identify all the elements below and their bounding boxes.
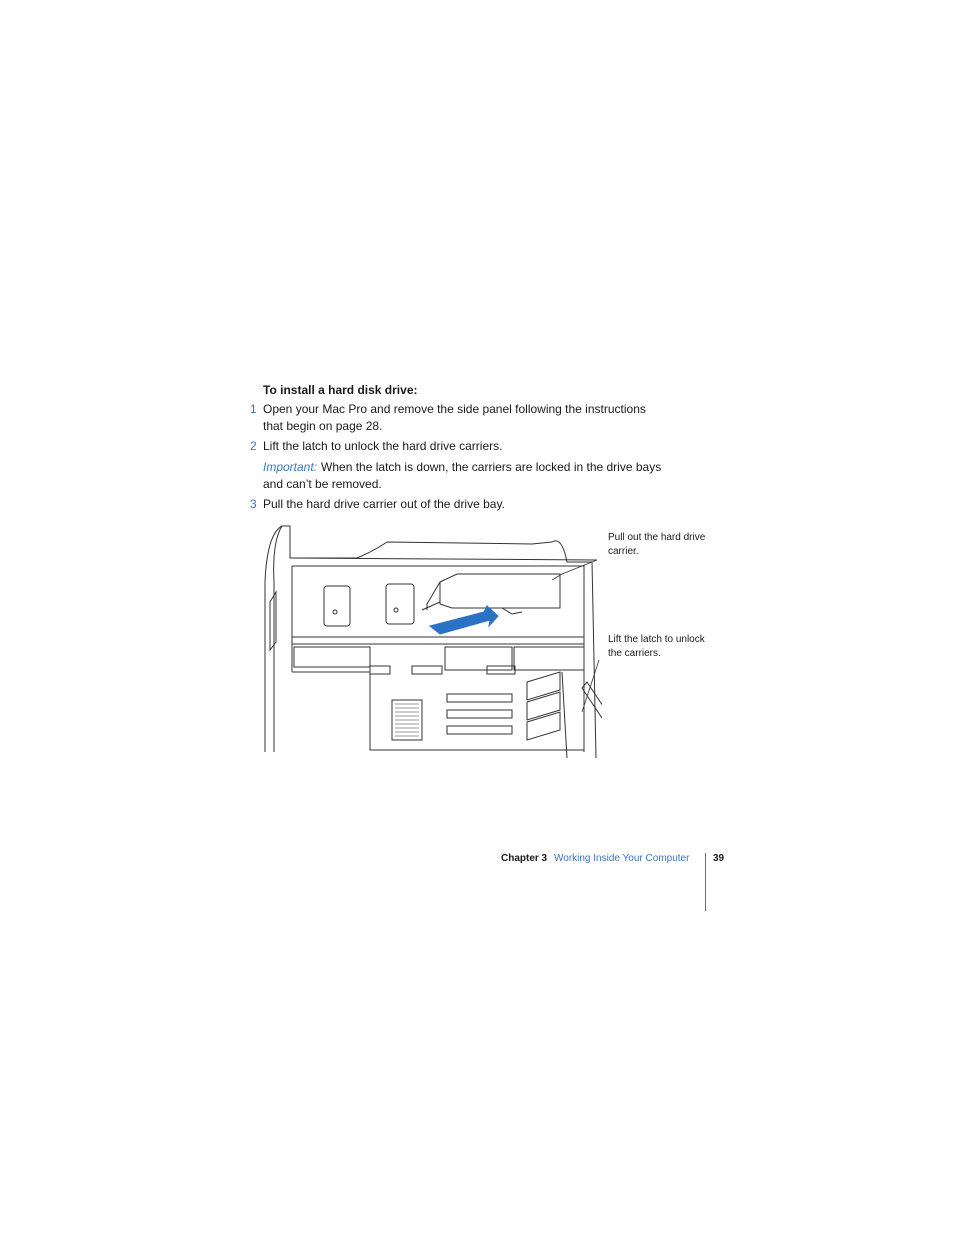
- step-number: 1: [250, 402, 257, 416]
- callout-lift-latch: Lift the latch to unlock the carriers.: [608, 634, 705, 659]
- step-text: Pull the hard drive carrier out of the drive bay.: [263, 497, 505, 511]
- important-note: [263, 459, 663, 493]
- step-text: Open your Mac Pro and remove the side panel following the instructions that begin on page 28.: [263, 402, 646, 433]
- section-heading: To install a hard disk drive:: [263, 383, 418, 397]
- footer-chapter-label: Chapter 3: [501, 853, 548, 864]
- step-number: 2: [250, 439, 257, 453]
- callout-pull-carrier: Pull out the hard drive carrier.: [608, 532, 706, 557]
- page-number: 39: [713, 853, 725, 864]
- step-number: 3: [250, 497, 257, 511]
- mac-pro-interior-illustration: [262, 522, 602, 758]
- footer-divider: [705, 853, 706, 911]
- important-label: Important:: [263, 460, 318, 474]
- step-text: Lift the latch to unlock the hard drive carriers.: [263, 439, 503, 453]
- footer-chapter-title: Working Inside Your Computer: [554, 853, 690, 864]
- important-text: When the latch is down, the carriers are locked in the drive bays and can’t be removed.: [263, 460, 662, 491]
